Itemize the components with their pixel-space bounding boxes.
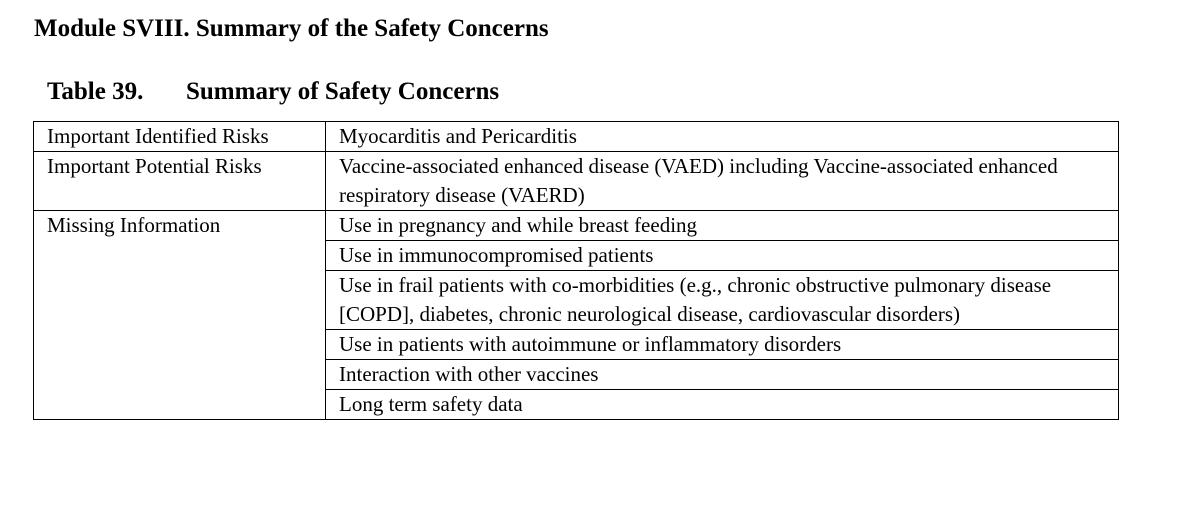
- table-title: Summary of Safety Concerns: [186, 78, 500, 105]
- category-identified-risks: Important Identified Risks: [34, 122, 326, 152]
- safety-concerns-table: [33, 121, 1119, 420]
- concern-item: Long term safety data: [326, 390, 1119, 420]
- table-row: [34, 122, 1119, 152]
- table-number: Table 39.: [47, 78, 144, 105]
- table-caption: [47, 75, 499, 109]
- category-missing-information: Missing Information: [34, 211, 326, 420]
- concern-item: Use in pregnancy and while breast feeding: [326, 211, 1119, 241]
- concern-item: Use in frail patients with co-morbidities (e.g., chronic obstructive pulmonary disease [COPD], diabetes, chronic neurological disease, cardiovascular disorders): [326, 271, 1119, 330]
- concern-item: Use in immunocompromised patients: [326, 241, 1119, 271]
- module-heading: Module SVIII. Summary of the Safety Concerns: [34, 15, 549, 42]
- concern-item: Myocarditis and Pericarditis: [326, 122, 1119, 152]
- table-row: [34, 211, 1119, 241]
- concern-item: Vaccine-associated enhanced disease (VAED) including Vaccine-associated enhanced respiratory disease (VAERD): [326, 152, 1119, 211]
- concern-item: Use in patients with autoimmune or inflammatory disorders: [326, 330, 1119, 360]
- table-row: [34, 152, 1119, 211]
- category-potential-risks: Important Potential Risks: [34, 152, 326, 211]
- concern-item: Interaction with other vaccines: [326, 360, 1119, 390]
